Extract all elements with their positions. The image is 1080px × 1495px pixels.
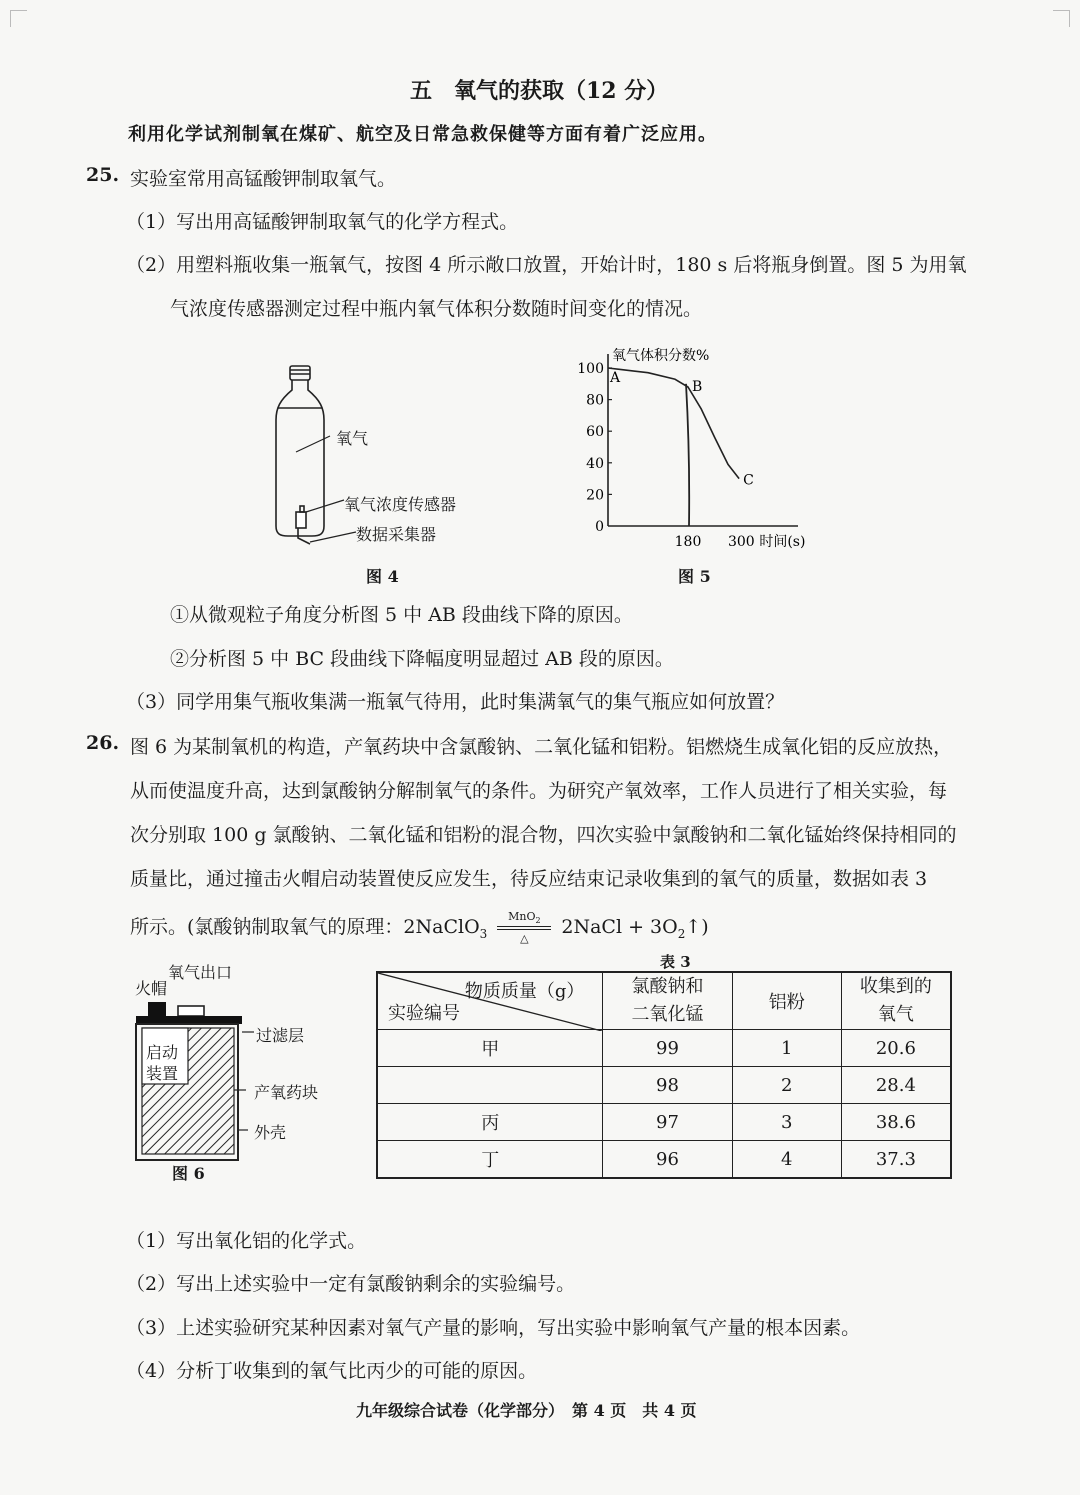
q26-equation: 所示。(氯酸钠制取氧气的原理：2NaClO$_3$ MnO$_2$ △ 2NaCl + $3O_2↑$) <box>130 910 709 945</box>
q25-sub1: ①从微观粒子角度分析图 5 中 AB 段曲线下降的原因。 <box>170 604 633 626</box>
q26-line1: 图 6 为某制氧机的构造，产氧药块中含氯酸钠、二氧化锰和铝粉。铝燃烧生成氧化铝的反应放热， <box>130 736 953 758</box>
q26-part2: （2）写出上述实验中一定有氯酸钠剩余的实验编号。 <box>126 1273 576 1295</box>
table-row: 丙 97 3 38.6 <box>377 1104 951 1141</box>
q26-part1: （1）写出氧化铝的化学式。 <box>126 1230 367 1252</box>
header-col-oxygen: 收集到的 氧气 <box>841 972 951 1030</box>
fig4-label-collector: 数据采集器 <box>356 525 437 544</box>
fig4-label-oxygen: 氧气 <box>336 429 369 448</box>
x-tick-label: 180 <box>674 534 702 550</box>
y-axis-label: 氧气体积分数% <box>612 348 710 364</box>
table-diagonal-header <box>377 972 603 1030</box>
header-material-mass: 物质质量（g） <box>464 981 585 1002</box>
x-axis-label: 时间(s) <box>759 534 806 550</box>
q26-line2: 从而使温度升高，达到氯酸钠分解制氧气的条件。为研究产氧效率，工作人员进行了相关实验，每 <box>130 780 948 802</box>
header-col-chlorate: 氯酸钠和 二氧化锰 <box>603 972 732 1030</box>
fig6-label-outlet: 氧气出口 <box>168 963 233 982</box>
q25-part1: （1）写出用高锰酸钾制取氧气的化学方程式。 <box>126 211 519 233</box>
y-tick-label: 20 <box>586 487 604 504</box>
q25-sub2: ②分析图 5 中 BC 段曲线下降幅度明显超过 AB 段的原因。 <box>170 648 674 670</box>
x-tick-label: 300 <box>727 534 755 550</box>
q26-line4: 质量比，通过撞击火帽启动装置使反应发生，待反应结束记录收集到的氧气的质量，数据如表 3 <box>130 868 928 890</box>
vertical-line-180 <box>686 384 689 526</box>
page-footer: 九年级综合试卷（化学部分） 第 4 页 共 4 页 <box>356 1401 697 1420</box>
q25-part3: （3）同学用集气瓶收集满一瓶氧气待用，此时集满氧气的集气瓶应如何放置？ <box>126 691 785 713</box>
header-col-aluminum: 铝粉 <box>732 972 841 1030</box>
q26-line3: 次分别取 100 g 氯酸钠、二氧化锰和铝粉的混合物，四次实验中氯酸钠和二氧化锰始终保持相同的 <box>130 824 957 846</box>
q26-part4: （4）分析丁收集到的氧气比丙少的可能的原因。 <box>126 1360 538 1382</box>
table-row: 丁 96 4 37.3 <box>377 1141 951 1179</box>
fig6-label-start1: 启动 <box>146 1043 179 1062</box>
fig6-label-start2: 装置 <box>146 1064 179 1083</box>
corner-mark-top-right <box>1053 10 1070 27</box>
q26-number: 26. <box>86 732 120 754</box>
table-header-row <box>377 972 951 1030</box>
y-tick-label: 40 <box>586 455 604 472</box>
header-experiment-id: 实验编号 <box>388 1003 460 1024</box>
fig5-caption: 图 5 <box>678 567 711 586</box>
fig6-label-shell: 外壳 <box>254 1123 287 1142</box>
q25-part2-line1: （2）用塑料瓶收集一瓶氧气，按图 4 所示敞口放置，开始计时，180 s 后将瓶身倒置。图 5 为用氧 <box>126 254 967 276</box>
q25-number: 25. <box>86 164 120 186</box>
fig4-label-sensor: 氧气浓度传感器 <box>344 495 457 514</box>
y-tick-label: 100 <box>577 361 604 377</box>
section-title: 五 氧气的获取（12 分） <box>410 78 669 104</box>
y-tick-label: 0 <box>595 519 604 535</box>
table-row: 甲 99 1 20.6 <box>377 1030 951 1067</box>
y-tick-label: 80 <box>586 392 604 409</box>
table-3 <box>376 971 952 1179</box>
corner-mark-top-left <box>10 10 27 27</box>
q25-part2-line2: 气浓度传感器测定过程中瓶内氧气体积分数随时间变化的情况。 <box>170 298 703 320</box>
fig6-label-cap: 火帽 <box>135 979 168 998</box>
figure-5-chart <box>570 340 810 555</box>
oxygen-curve <box>608 368 739 479</box>
point-label-A: A <box>610 370 621 386</box>
table-row: 98 2 28.4 <box>377 1067 951 1104</box>
fig4-caption: 图 4 <box>366 567 399 586</box>
table3-caption: 表 3 <box>660 953 691 971</box>
point-label-C: C <box>743 472 754 489</box>
fig6-label-block: 产氧药块 <box>254 1083 319 1102</box>
section-intro: 利用化学试剂制氧在煤矿、航空及日常急救保健等方面有着广泛应用。 <box>128 124 717 145</box>
y-tick-label: 60 <box>586 424 604 441</box>
fig6-caption: 图 6 <box>172 1164 205 1183</box>
point-label-B: B <box>692 378 703 395</box>
q25-stem: 实验室常用高锰酸钾制取氧气。 <box>130 168 397 190</box>
fig6-label-filter: 过滤层 <box>256 1026 305 1045</box>
q26-part3: （3）上述实验研究某种因素对氧气产量的影响，写出实验中影响氧气产量的根本因素。 <box>126 1317 861 1339</box>
